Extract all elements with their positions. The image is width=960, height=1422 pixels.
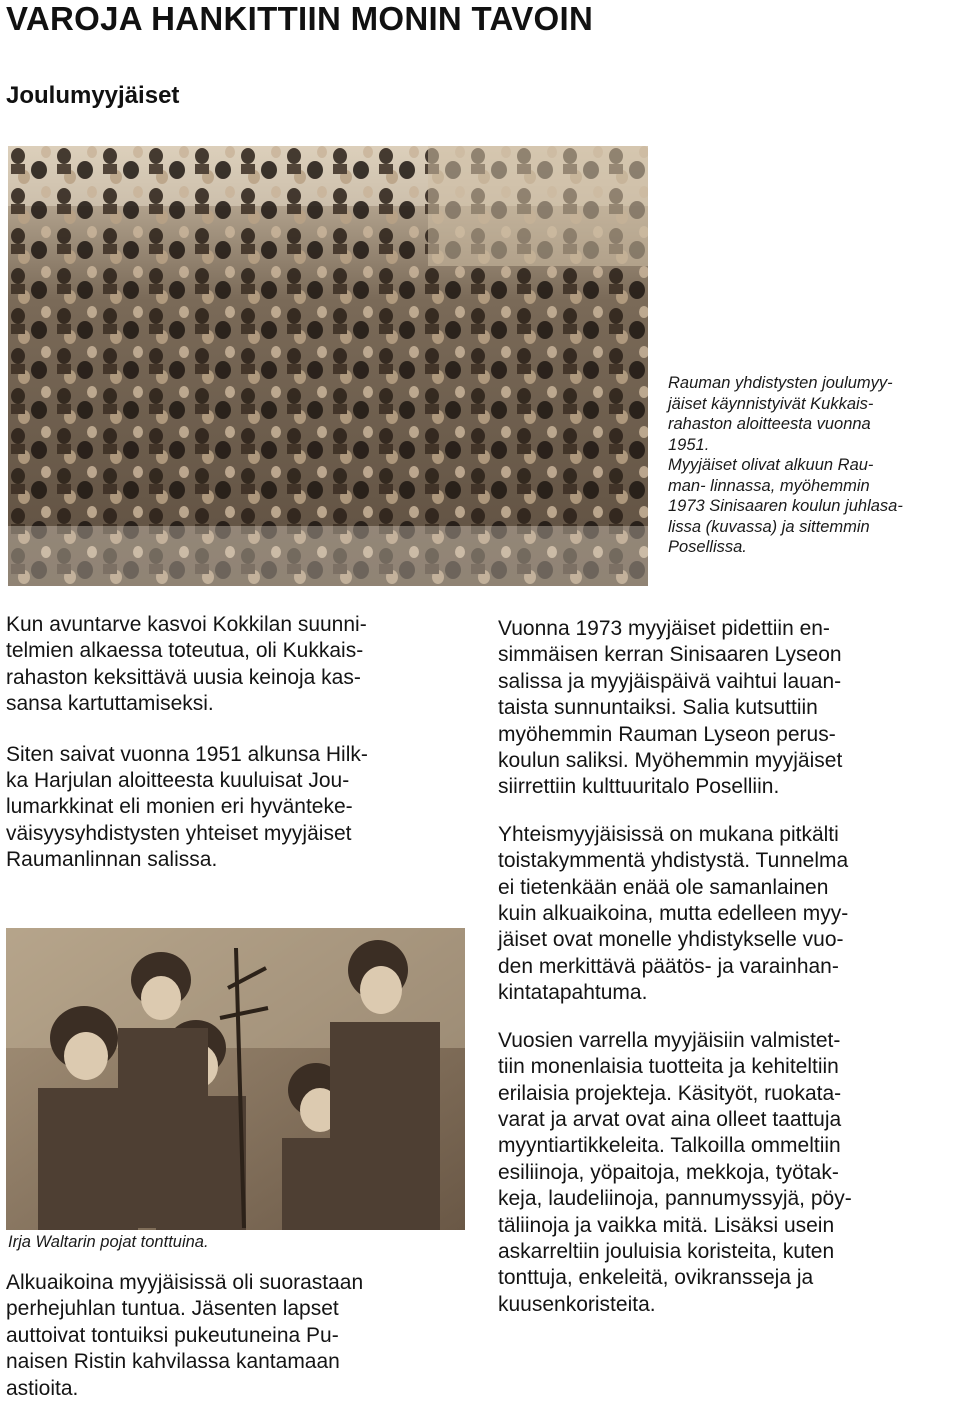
text-line: Siten saivat vuonna 1951 alkunsa Hilk- (6, 742, 368, 766)
text-line: Vuonna 1973 myyjäiset pidettiin en- (498, 617, 830, 640)
text-line: toistakymmentä yhdistystä. Tunnelma (498, 849, 849, 873)
left-column-top (6, 612, 468, 874)
text-line: siirrettiin kulttuuritalo Poselliin. (498, 775, 780, 799)
photo-caption-elves: Irja Waltarin pojat tonttuina. (8, 1233, 209, 1251)
text-line: naisen Ristin kahvilassa kantamaan (6, 1350, 340, 1374)
body-paragraph (498, 616, 956, 801)
text-line: kintatapahtuma. (498, 981, 648, 1005)
text-line: salissa ja myyjäispäivä vaihtui lauan- (498, 669, 842, 693)
text-line: esiliinoja, yöpaitoja, mekkoja, työtak- (498, 1160, 839, 1184)
text-line: Kun avuntarve kasvoi Kokkilan suunni- (6, 613, 367, 636)
text-line: erilaisia projekteja. Käsityöt, ruokata- (498, 1081, 842, 1105)
text-line: Yhteismyyjäisissä on mukana pitkälti (498, 822, 839, 846)
text-line: väisyysyhdistysten yhteiset myyjäiset (6, 821, 352, 845)
text-line: astioita. (6, 1376, 79, 1400)
text-line: Raumanlinnan salissa. (6, 848, 218, 872)
caption-line: lissa (kuvassa) ja sittemmin (668, 517, 870, 536)
text-line: den merkittävä päätös- ja varainhan- (498, 954, 839, 978)
section-heading: Joulumyyjäiset (6, 82, 180, 109)
text-line: tiin monenlaisia tuotteita ja kehiteltiin (498, 1055, 839, 1079)
right-column (498, 616, 956, 1318)
text-line: myyntiartikkeleita. Talkoilla ommeltiin (498, 1134, 841, 1158)
text-line: perhejuhlan tuntua. Jäsenten lapset (6, 1297, 339, 1321)
text-line: auttoivat tontuiksi pukeutuneina Pu- (6, 1323, 339, 1347)
text-line: ei tietenkään enää ole samanlainen (498, 875, 829, 899)
text-line: myöhemmin Rauman Lyseon perus- (498, 722, 836, 746)
text-line: askarreltiin jouluisia koristeita, kuten (498, 1239, 835, 1263)
text-line: rahaston keksittävä uusia keinoja kas- (6, 665, 361, 689)
caption-line: Posellissa. (668, 538, 747, 556)
body-paragraph (6, 612, 468, 718)
left-column-bottom (6, 1270, 468, 1402)
page-title: VAROJA HANKITTIIN MONIN TAVOIN (6, 0, 594, 37)
body-paragraph (498, 822, 956, 1007)
text-line: taista sunnuntaiksi. Salia kutsuttiin (498, 696, 818, 720)
caption-line: 1951. (668, 435, 710, 454)
children-elves-photo (6, 928, 465, 1230)
text-line: varat ja arvat ovat aina olleet taattuja (498, 1107, 842, 1131)
text-line: täliinoja ja vaikka mitä. Lisäksi usein (498, 1213, 835, 1237)
text-line: ka Harjulan aloitteesta kuuluisat Jou- (6, 769, 350, 793)
photo-caption-fair (668, 373, 952, 558)
body-paragraph (6, 742, 468, 874)
text-line: sansa kartuttamiseksi. (6, 692, 214, 716)
body-paragraph (6, 1270, 468, 1402)
text-line: telmien alkaessa toteutua, oli Kukkais- (6, 639, 364, 663)
text-line: kuusenkoristeita. (498, 1292, 656, 1316)
text-line: keja, laudeliinoja, pannumyssyjä, pöy- (498, 1187, 852, 1211)
caption-line: 1973 Sinisaaren koulun juhlasa- (668, 497, 903, 515)
text-line: jäiset ovat monelle yhdistykselle vuo- (498, 928, 844, 952)
caption-line: man- linnassa, myöhemmin (668, 476, 870, 495)
text-line: koulun saliksi. Myöhemmin myyjäiset (498, 749, 843, 773)
text-line: simmäisen kerran Sinisaaren Lyseon (498, 643, 842, 667)
caption-line: Myyjäiset olivat alkuun Rau- (668, 456, 874, 474)
text-line: lumarkkinat eli monien eri hyväntеke- (6, 795, 353, 819)
caption-line: Rauman yhdistysten joulumyy- (668, 374, 893, 392)
christmas-fair-crowd-photo (8, 146, 648, 586)
caption-line: rahaston aloitteesta vuonna (668, 415, 871, 433)
text-line: tonttuja, enkeleitä, ovikransseja ja (498, 1266, 814, 1290)
text-line: Alkuaikoina myyjäisissä oli suorastaan (6, 1271, 364, 1294)
text-line: kuin alkuaikoina, mutta edelleen myy- (498, 902, 849, 926)
caption-line: jäiset käynnistyivät Kukkais- (668, 394, 874, 413)
body-paragraph (498, 1028, 956, 1318)
text-line: Vuosien varrella myyjäisiin valmistet- (498, 1028, 841, 1052)
